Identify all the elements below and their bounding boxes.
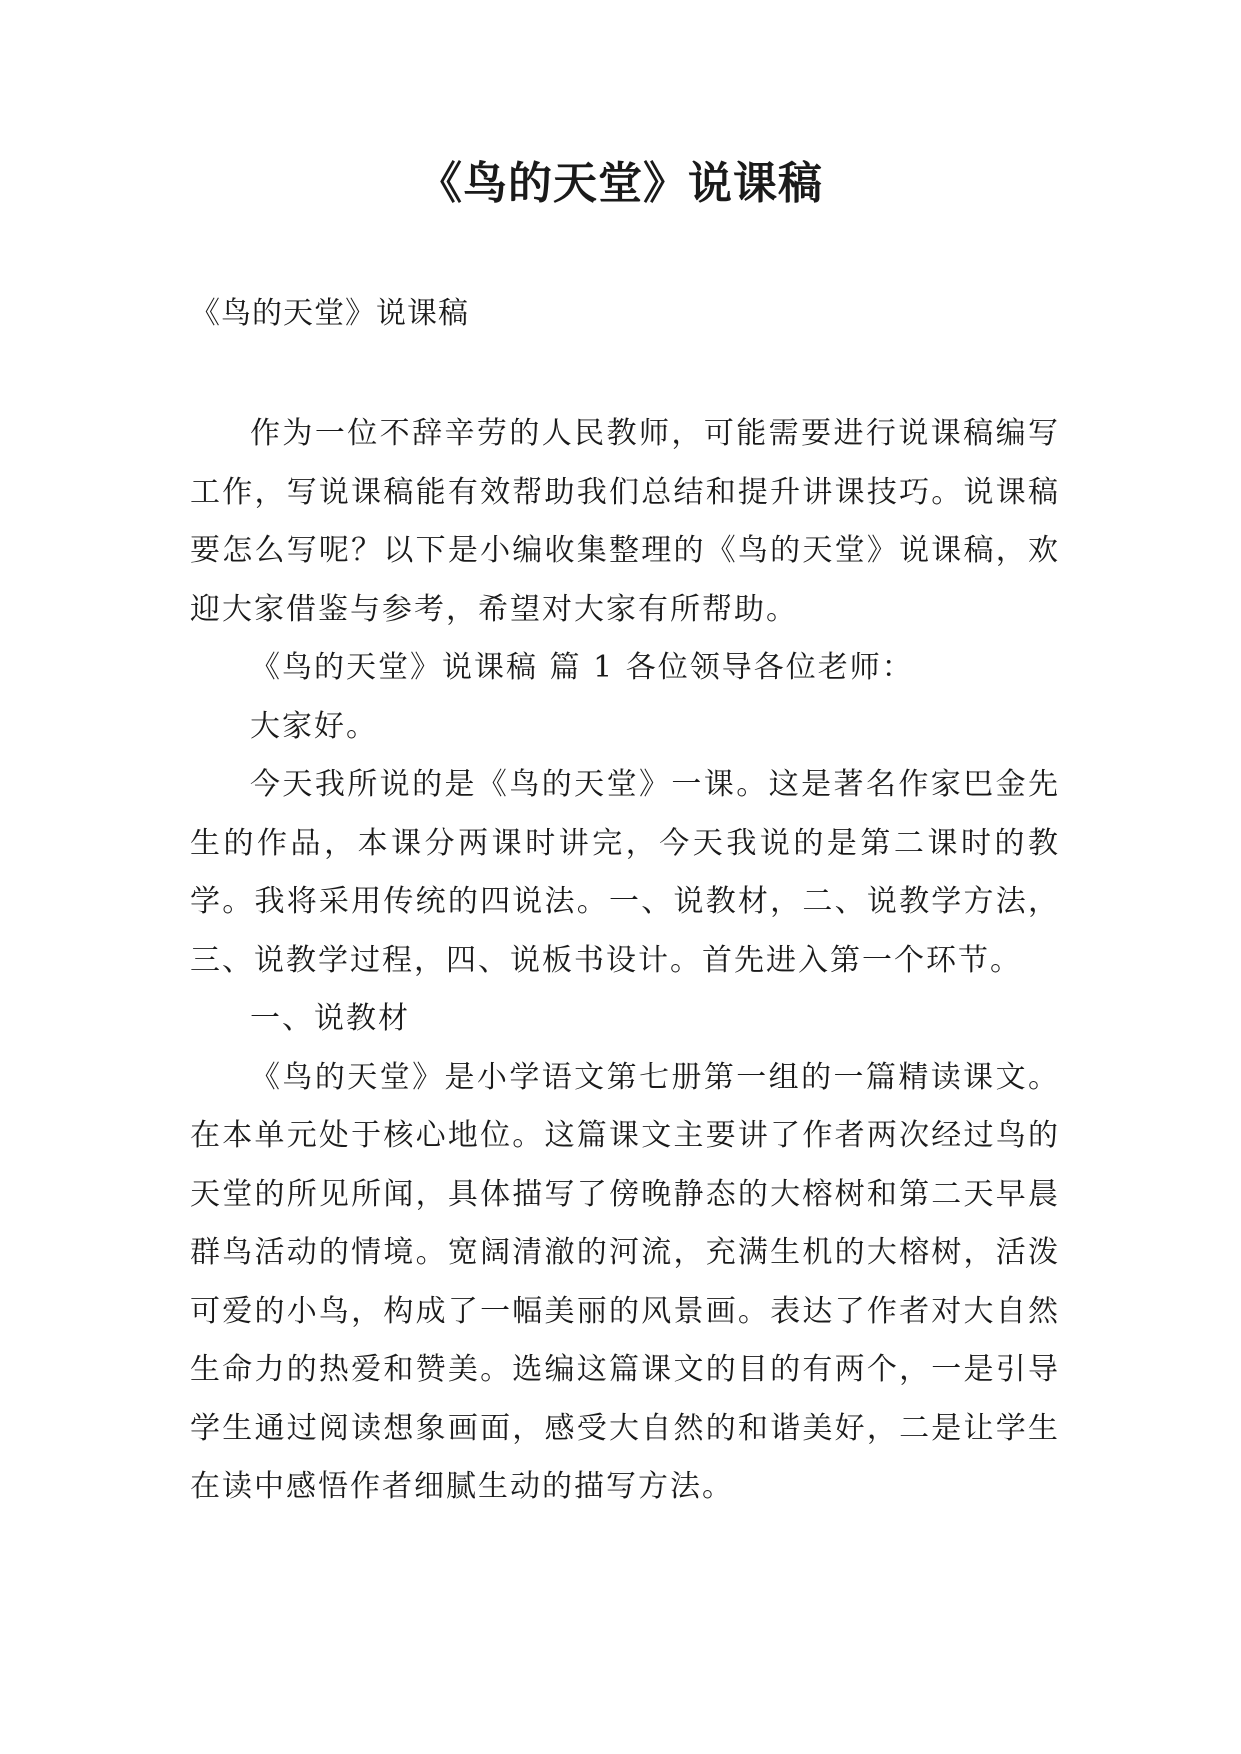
document-title: 《鸟的天堂》说课稿 <box>418 158 823 209</box>
document-subtitle: 《鸟的天堂》说课稿 <box>190 296 469 331</box>
paragraph: 作为一位不辞辛劳的人民教师，可能需要进行说课稿编写工作，写说课稿能有效帮助我们总结和提升讲课技巧。说课稿要怎么写呢？以下是小编收集整理的《鸟的天堂》说课稿，欢迎大家借鉴与参考，希望对大家有所帮助。 <box>190 416 1060 627</box>
section-heading: 一、说教材 <box>250 1001 410 1036</box>
paragraph: 《鸟的天堂》是小学语文第七册第一组的一篇精读课文。在本单元处于核心地位。这篇课文主要讲了作者两次经过鸟的天堂的所见所闻，具体描写了傍晚静态的大榕树和第二天早晨群鸟活动的情境。宽阔清澈的河流，充满生机的大榕树，活泼可爱的小鸟，构成了一幅美丽的风景画。表达了作者对大自然生命力的热爱和赞美。选编这篇课文的目的有两个，一是引导学生通过阅读想象画面，感受大自然的和谐美好，二是让学生在读中感悟作者细腻生动的描写方法。 <box>190 1059 1060 1504</box>
paragraph: 今天我所说的是《鸟的天堂》一课。这是著名作家巴金先生的作品，本课分两课时讲完，今天我说的是第二课时的教学。我将采用传统的四说法。一、说教材，二、说教学方法，三、说教学过程，四、说板书设计。首先进入第一个环节。 <box>190 767 1060 978</box>
paragraph: 《鸟的天堂》说课稿 篇 1 各位领导各位老师： <box>250 650 914 685</box>
document-body <box>190 405 1060 1517</box>
paragraph: 大家好。 <box>250 708 378 744</box>
